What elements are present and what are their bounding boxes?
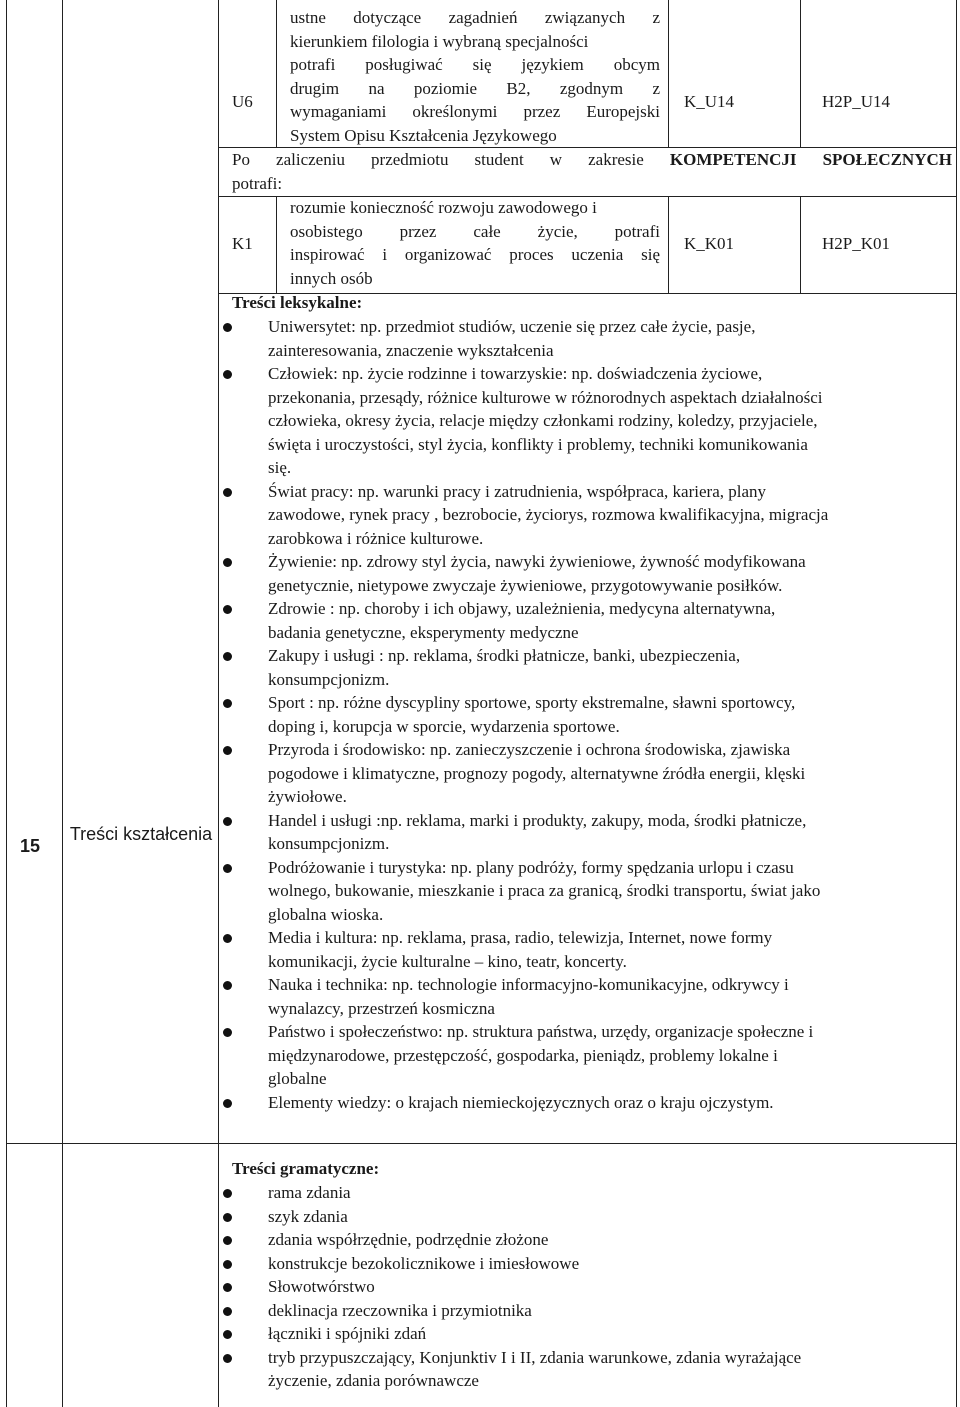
k1-line: osobistego przez całe życie, potrafi xyxy=(290,221,660,241)
lexical-item xyxy=(220,973,950,1020)
lexical-item-line: Elementy wiedzy: o krajach niemieckojęzycznych oraz o kraju ojczystym. xyxy=(268,1092,774,1112)
bullet-icon xyxy=(223,370,232,379)
grammar-item xyxy=(220,1322,950,1346)
lexical-item-line: żywiołowe. xyxy=(268,787,347,806)
row-divider-lexical-grammar xyxy=(6,1143,957,1144)
lexical-item-line: przekonania, przesądy, różnice kulturowe w różnorodnych aspektach działalności xyxy=(268,387,823,407)
lexical-item-line: zarobkowa i różnice kulturowe. xyxy=(268,528,484,548)
lexical-item xyxy=(220,691,950,738)
lexical-item xyxy=(220,856,950,927)
lexical-item xyxy=(220,926,950,973)
u6-effect-code: K_U14 xyxy=(684,92,735,111)
cell-divider-k1-text xyxy=(668,196,669,293)
lexical-item xyxy=(220,809,950,856)
table-border-col1 xyxy=(62,0,63,1407)
table-border-col2 xyxy=(218,0,219,1407)
lexical-item-line: Zakupy i usługi : np. reklama, środki płatnicze, banki, ubezpieczenia, xyxy=(268,646,741,665)
lexical-item-line: międzynarodowe, przestępczość, gospodarka, pieniądz, problemy lokalne i xyxy=(268,1045,778,1065)
lexical-item-line: konsumpcjonizm. xyxy=(268,834,390,853)
competence-header-line2: potrafi: xyxy=(232,173,283,193)
grammar-item-line: szyk zdania xyxy=(268,1206,348,1226)
grammar-item xyxy=(220,1299,950,1323)
lexical-item xyxy=(220,315,950,362)
u6-code: U6 xyxy=(232,92,253,111)
cell-divider-k1-code xyxy=(276,196,277,293)
lexical-item xyxy=(220,1020,950,1091)
grammar-item xyxy=(220,1346,950,1393)
u6-intro-line: kierunkiem filologia i wybraną specjalności xyxy=(290,31,589,51)
bullet-icon xyxy=(223,558,232,567)
lexical-item-line: globalne xyxy=(268,1069,327,1088)
grammar-item xyxy=(220,1275,950,1299)
competence-header xyxy=(232,148,952,195)
cell-divider-k1-effect xyxy=(800,196,801,293)
k1-line: inspirować i organizować proces uczenia się xyxy=(290,245,660,264)
bullet-icon xyxy=(223,323,232,332)
lexical-item-line: pogodowe i klimatyczne, prognozy pogody, alternatywne źródła energii, klęski xyxy=(268,763,806,783)
bullet-icon xyxy=(223,1307,232,1316)
bullet-icon xyxy=(223,1330,232,1339)
competence-header-bold: KOMPETENCJI SPOŁECZNYCH xyxy=(669,150,952,169)
bullet-icon xyxy=(223,652,232,661)
table-border-right xyxy=(956,0,957,1407)
lexical-item-line: się. xyxy=(268,458,292,477)
lexical-item xyxy=(220,1091,950,1115)
lexical-item-line: komunikacji, życie kulturalne – kino, teatr, koncerty. xyxy=(268,951,627,971)
lexical-item-line: Człowiek: np. życie rodzinne i towarzyskie: np. doświadczenia życiowe, xyxy=(268,364,763,383)
k1-code: K1 xyxy=(232,234,253,253)
competence-header-line xyxy=(232,148,952,172)
u6-line: potrafi posługiwać się językiem obcym xyxy=(290,55,660,74)
lexical-item-line: Państwo i społeczeństwo: np. struktura państwa, urzędy, organizacje społeczne i xyxy=(268,1022,814,1041)
u6-line: System Opisu Kształcenia Językowego xyxy=(290,125,557,145)
bullet-icon xyxy=(223,1354,232,1363)
lexical-item-line: wynalazcy, przestrzeń kosmiczna xyxy=(268,998,495,1018)
grammar-heading: Treści gramatyczne: xyxy=(232,1159,380,1178)
bullet-icon xyxy=(223,1260,232,1269)
lexical-item-line: Nauka i technika: np. technologie informacyjno-komunikacyjne, odkrywcy i xyxy=(268,975,789,994)
lexical-item xyxy=(220,597,950,644)
lexical-item-line: Handel i usługi :np. reklama, marki i produkty, zakupy, moda, środki płatnicze, xyxy=(268,810,807,830)
bullet-icon xyxy=(223,605,232,614)
lexical-item xyxy=(220,738,950,809)
lexical-item-line: Zdrowie : np. choroby i ich objawy, uzależnienia, medycyna alternatywna, xyxy=(268,599,776,618)
u6-line: wymaganiami określonymi przez Europejski xyxy=(290,102,660,121)
bullet-icon xyxy=(223,1283,232,1292)
grammar-item-line: deklinacja rzeczownika i przymiotnika xyxy=(268,1300,532,1320)
bullet-icon xyxy=(223,1099,232,1108)
lexical-list xyxy=(220,315,950,1114)
grammar-item-line: Słowotwórstwo xyxy=(268,1277,375,1296)
lexical-item-line: globalna wioska. xyxy=(268,904,384,924)
u6-area-code: H2P_U14 xyxy=(822,92,891,111)
grammar-item-line: rama zdania xyxy=(268,1183,351,1202)
lexical-item xyxy=(220,480,950,551)
lexical-heading: Treści leksykalne: xyxy=(232,293,363,312)
u6-text xyxy=(290,6,660,147)
competence-header-prefix: Po zaliczeniu przedmiotu student w zakresie xyxy=(232,150,670,169)
lexical-item-line: człowieka, okresy życia, relacje między członkami rodziny, koledzy, przyjaciele, xyxy=(268,411,818,430)
lexical-item-line: Uniwersytet: np. przedmiot studiów, uczenie się przez całe życie, pasje, xyxy=(268,317,756,336)
bullet-icon xyxy=(223,1028,232,1037)
bullet-icon xyxy=(223,1189,232,1198)
grammar-item-line: tryb przypuszczający, Konjunktiv I i II, zdania warunkowe, zdania wyrażające xyxy=(268,1347,802,1367)
bullet-icon xyxy=(223,817,232,826)
bullet-icon xyxy=(223,1236,232,1245)
k1-effect-code: K_K01 xyxy=(684,234,735,253)
k1-text xyxy=(290,196,660,290)
k1-line: rozumie konieczność rozwoju zawodowego i xyxy=(290,198,597,217)
lexical-item xyxy=(220,550,950,597)
lexical-item-line: doping i, korupcja w sporcie, wydarzenia sportowe. xyxy=(268,716,620,736)
u6-line: drugim na poziomie B2, zgodnym z xyxy=(290,78,660,98)
grammar-item xyxy=(220,1228,950,1252)
grammar-item-line: konstrukcje bezokolicznikowe i imiesłowowe xyxy=(268,1253,580,1273)
lexical-item-line: konsumpcjonizm. xyxy=(268,669,390,689)
grammar-item xyxy=(220,1252,950,1276)
grammar-item-line: życzenie, zdania porównawcze xyxy=(268,1371,479,1390)
lexical-item xyxy=(220,644,950,691)
row-number: 15 xyxy=(20,836,41,856)
grammar-item xyxy=(220,1181,950,1205)
grammar-item xyxy=(220,1205,950,1229)
bullet-icon xyxy=(223,864,232,873)
cell-divider-u6-code xyxy=(276,0,277,147)
cell-divider-u6-effect xyxy=(800,0,801,147)
lexical-item-line: badania genetyczne, eksperymenty medyczne xyxy=(268,622,579,642)
grammar-item-line: zdania współrzędnie, podrzędnie złożone xyxy=(268,1230,549,1249)
cell-divider-u6-text xyxy=(668,0,669,147)
row-label: Treści kształcenia xyxy=(69,824,213,844)
k1-line: innych osób xyxy=(290,268,373,288)
u6-intro-line: ustne dotyczące zagadnień związanych z xyxy=(290,8,660,27)
lexical-item-line: genetycznie, nietypowe zwyczaje żywieniowe, przygotowywanie posiłków. xyxy=(268,575,783,595)
lexical-item-line: Podróżowanie i turystyka: np. plany podróży, formy spędzania urlopu i czasu xyxy=(268,857,794,877)
lexical-item xyxy=(220,362,950,480)
bullet-icon xyxy=(223,934,232,943)
lexical-item-line: Media i kultura: np. reklama, prasa, radio, telewizja, Internet, nowe formy xyxy=(268,928,773,947)
bullet-icon xyxy=(223,746,232,755)
bullet-icon xyxy=(223,1213,232,1222)
lexical-item-line: Żywienie: np. zdrowy styl życia, nawyki żywieniowe, żywność modyfikowana xyxy=(268,552,806,571)
bullet-icon xyxy=(223,699,232,708)
lexical-item-line: wolnego, bukowanie, mieszkanie i praca za granicą, środki transportu, świat jako xyxy=(268,881,821,900)
lexical-item-line: zawodowe, rynek pracy , bezrobocie, życiorys, rozmowa kwalifikacyjna, migracja xyxy=(268,505,829,524)
lexical-item-line: święta i uroczystości, styl życia, konflikty i problemy, techniki komunikowania xyxy=(268,434,808,454)
grammar-list xyxy=(220,1181,950,1393)
lexical-item-line: Przyroda i środowisko: np. zanieczyszczenie i ochrona środowiska, zjawiska xyxy=(268,740,791,759)
bullet-icon xyxy=(223,488,232,497)
lexical-item-line: Sport : np. różne dyscypliny sportowe, sporty ekstremalne, sławni sportowcy, xyxy=(268,693,796,712)
k1-area-code: H2P_K01 xyxy=(822,234,891,253)
lexical-item-line: Świat pracy: np. warunki pracy i zatrudnienia, współpraca, kariera, plany xyxy=(268,481,767,501)
grammar-item-line: łączniki i spójniki zdań xyxy=(268,1324,427,1343)
lexical-item-line: zainteresowania, znaczenie wykształcenia xyxy=(268,340,554,360)
bullet-icon xyxy=(223,981,232,990)
table-border-left xyxy=(6,0,7,1407)
